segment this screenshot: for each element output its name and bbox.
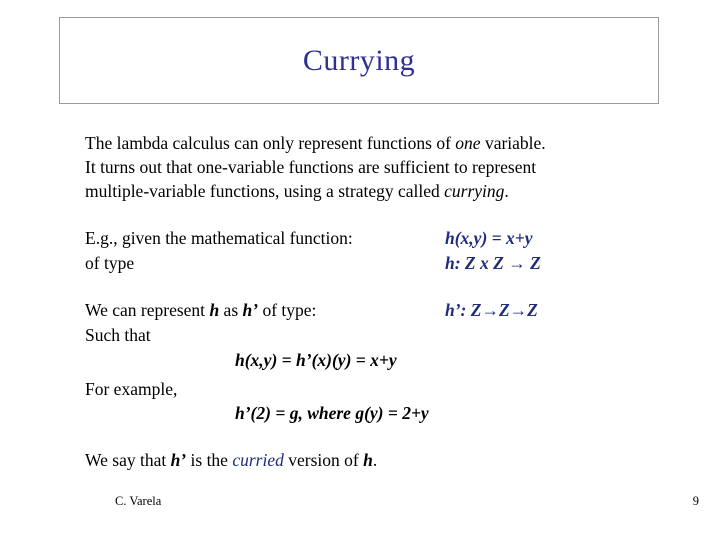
emphasis-curried: curried (232, 450, 284, 470)
math-hprime-closing: h’ (170, 450, 187, 470)
given-function-math (445, 226, 691, 276)
given-function-row (85, 226, 691, 276)
represent-row (85, 298, 691, 348)
slide-body (85, 131, 691, 472)
represent-line1-text: We can represent (85, 300, 210, 320)
intro-line3-end: . (504, 181, 509, 201)
math-h-definition: h(x,y) = x+y (445, 228, 533, 248)
closing-paragraph (85, 448, 691, 472)
math-hprime-inline: h’ (242, 300, 259, 320)
slide-title: Currying (302, 43, 416, 77)
emphasis-one: one (455, 133, 481, 153)
intro-line2-text: It turns out that one-variable functions are sufficient to represent (85, 157, 537, 177)
closing-text-c: is the (186, 450, 233, 470)
intro-paragraph (85, 131, 691, 203)
represent-line1-end: of type: (258, 300, 317, 320)
represent-text (85, 298, 445, 348)
footer-author: C. Varela (115, 494, 162, 508)
intro-line1-end: variable. (480, 133, 546, 153)
for-example-label: For example, (85, 379, 178, 399)
closing-text-e: version of (283, 450, 364, 470)
math-h-closing: h (363, 450, 373, 470)
example-equation (235, 401, 691, 426)
represent-math (445, 298, 691, 348)
given-line2: of type (85, 253, 135, 273)
curry-identity-text: h(x,y) = h’(x)(y) = x+y (235, 350, 397, 370)
page-number: 9 (692, 494, 699, 508)
closing-text-a: We say that (85, 450, 171, 470)
emphasis-currying: currying (444, 181, 505, 201)
represent-line1-as: as (219, 300, 243, 320)
intro-line1-text: The lambda calculus can only represent functions of (85, 133, 456, 153)
title-box (59, 17, 659, 104)
math-hprime-type: h’: Z→Z→Z (445, 300, 538, 320)
such-that-label: Such that (85, 325, 151, 345)
closing-text-g: . (372, 450, 378, 470)
intro-line3-text: multiple-variable functions, using a strategy called (85, 181, 445, 201)
given-function-text (85, 226, 445, 276)
example-equation-text: h’(2) = g, where g(y) = 2+y (235, 403, 429, 423)
math-h-inline: h (209, 300, 220, 320)
given-line1: E.g., given the mathematical function: (85, 228, 353, 248)
curry-identity-equation (235, 348, 691, 373)
math-h-type: h: Z x Z → Z (445, 253, 541, 273)
